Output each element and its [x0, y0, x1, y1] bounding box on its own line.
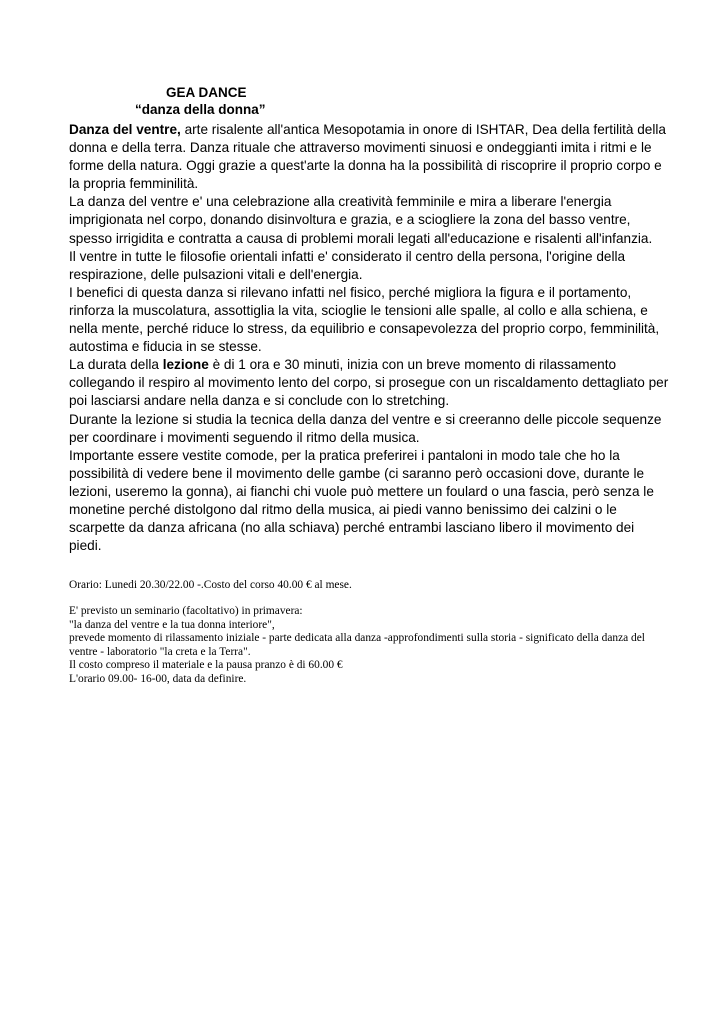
seminar-line-1: E' previsto un seminario (facoltativo) in primavera: [69, 605, 303, 617]
main-text [69, 121, 669, 555]
seminar-line-5: L'orario 09.00- 16-00, data da definire. [69, 672, 247, 685]
paragraph-celebration: La danza del ventre e' una celebrazione alla creatività femminile e mira a liberare l'energia imprigionata nel corpo, donando disinvoltura e grazia, e a sciogliere la zona del basso ventre, spesso irrigidita e contratta a causa di problemi morali legati all'educazione e risalenti all'infanzia. [69, 194, 653, 246]
paragraph-benefits: I benefici di questa danza si rilevano infatti nel fisico, perché migliora la figura e il portamento, rinforza la muscolatura, assottiglia la vita, scioglie le tensioni alle spalle, al collo e alla schiena, e nella mente, perché riduce lo stress, da equilibrio e consapevolezza del proprio corpo, femminilità, autostima e fiducia in se stesse. [69, 284, 660, 355]
schedule-block [69, 579, 669, 593]
paragraph-clothing: Importante essere vestite comode, per la pratica preferirei i pantaloni in modo tale che ho la possibilità di vedere bene il movimento delle gambe (ci saranno però occasioni dove, durante le lezioni, useremo la gonna), ai fianchi chi vuole può mettere un foulard o una fascia, però senza le monetine perché distolgono dal ritmo della musica, ai piedi vanno benissimo dei calzini o le scarpette da danza africana (no alla schiava) perché entrambi lasciano libero il movimento dei piedi. [69, 447, 654, 554]
paragraph-lesson-duration [69, 356, 669, 410]
seminar-block [69, 605, 669, 687]
duration-text-after: è di 1 ora e 30 minuti, inizia con un breve momento di rilassamento collegando il respiro al movimento lento del corpo, si prosegue con un riscaldamento dettagliato per poi lasciarsi andare nella danza e si conclude con lo stretching. [69, 357, 669, 409]
intro-lead: Danza del ventre, [69, 122, 181, 137]
paragraph-philosophy: Il ventre in tutte le filosofie orientali infatti e' considerato il centro della persona, l'origine della respirazione, delle pulsazioni vitali e dell'energia. [69, 248, 626, 282]
paragraph-technique: Durante la lezione si studia la tecnica della danza del ventre e si creeranno delle piccole sequenze per coordinare i movimenti seguendo il ritmo della musica. [69, 411, 662, 445]
seminar-line-2: "la danza del ventre e la tua donna interiore", [69, 618, 275, 631]
schedule-line: Orario: Lunedi 20.30/22.00 -.Costo del corso 40.00 € al mese. [69, 579, 352, 591]
document-subtitle: “danza della donna” [135, 102, 266, 117]
duration-keyword: lezione [162, 357, 209, 373]
paragraph-intro [69, 121, 669, 193]
seminar-line-4: Il costo compreso il materiale e la pausa pranzo è di 60.00 € [69, 659, 343, 672]
document-title: GEA DANCE [166, 85, 247, 100]
seminar-line-3: prevede momento di rilassamento iniziale - parte dedicata alla danza -approfondimenti sulla storia - significato della danza del ventre - laboratorio "la creta e la Terra". [69, 632, 645, 658]
duration-text-before: La durata della [69, 357, 163, 373]
intro-text: arte risalente all'antica Mesopotamia in onore di ISHTAR, Dea della fertilità della donna e della terra. Danza rituale che attraverso movimenti sinuosi e ondeggianti imita i ritmi e le forme della natura. Oggi grazie a quest'arte la donna ha la possibilità di riscoprire il proprio corpo e la propria femminilità. [69, 122, 666, 192]
